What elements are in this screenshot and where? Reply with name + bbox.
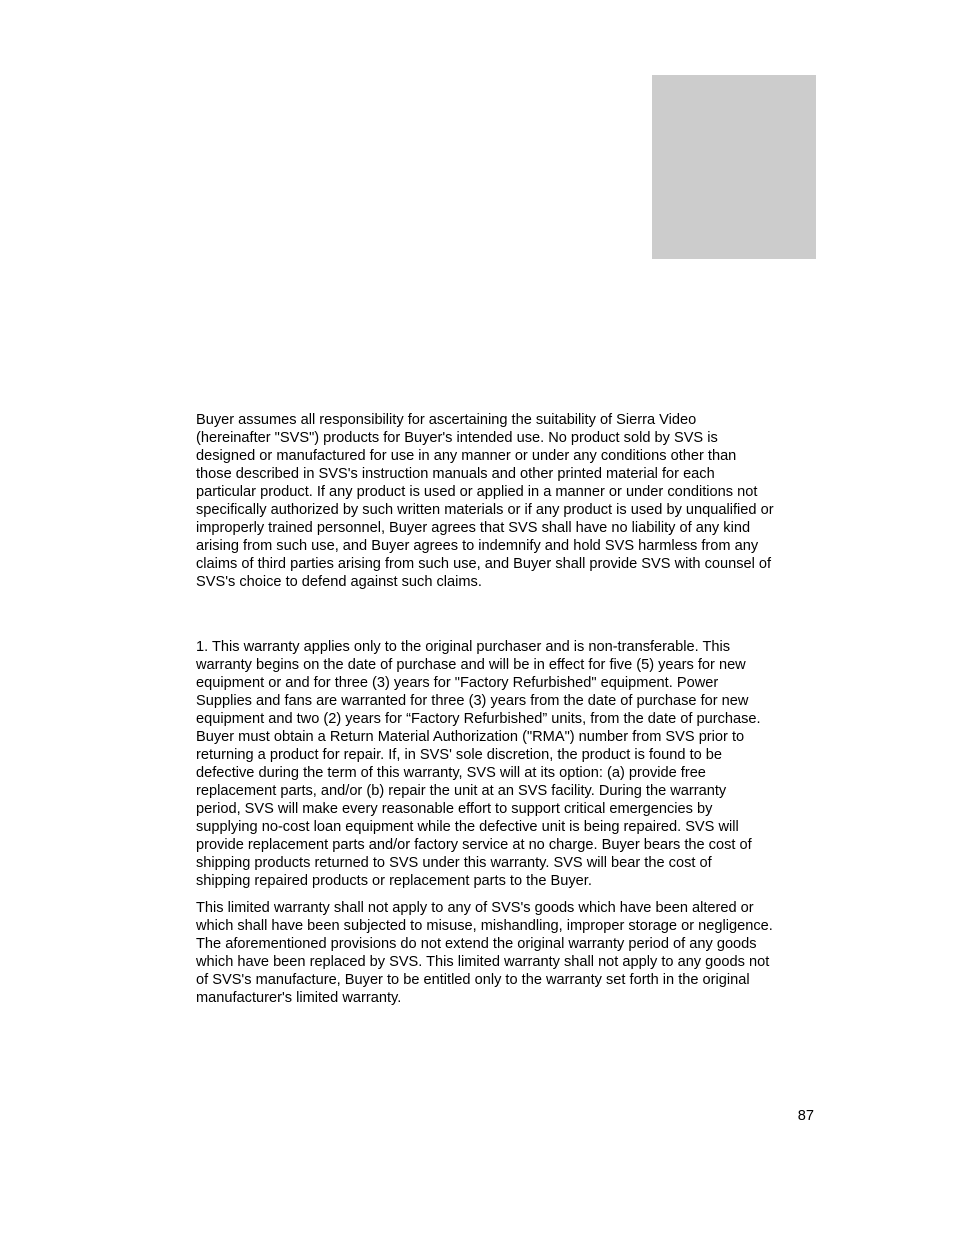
disclaimer-paragraph: Buyer assumes all responsibility for ascertaining the suitability of Sierra Video (hereinafter "SVS") products for Buyer's intended use. No product sold by SVS is designed or manufactured for use in any manner or under any conditions other than those described in SVS's instruction manuals and other printed material for each particular product. If any product is used or applied in a manner or under conditions not specifically authorized by such written materials or if any product is used by unqualified or improperly trained personnel, Buyer agrees that SVS shall have no liability of any kind arising from such use, and Buyer agrees to indemnify and hold SVS harmless from any claims of third parties arising from such use, and Buyer shall provide SVS with counsel of SVS's choice to defend against such claims. [196, 412, 774, 590]
limitations-paragraph: This limited warranty shall not apply to any of SVS's goods which have been altered or which shall have been subjected to misuse, mishandling, improper storage or negligence. The aforementioned provisions do not extend the original warranty period of any goods which have been replaced by SVS. This limited warranty shall not apply to any goods not of SVS's manufacture, Buyer to be entitled only to the warranty set forth in the original manufacturer's limited warranty. [196, 900, 773, 1006]
image-placeholder-box [652, 75, 816, 259]
warranty-item-1-paragraph: 1. This warranty applies only to the original purchaser and is non-transferable. This warranty begins on the date of purchase and will be in effect for five (5) years for new equipment or and for three (3) years for "Factory Refurbished" equipment. Power Supplies and fans are warranted for three (3) years from the date of purchase for new equipment and two (2) years for “Factory Refurbished” units, from the date of purchase. Buyer must obtain a Return Material Authorization ("RMA") number from SVS prior to returning a product for repair. If, in SVS' sole discretion, the product is found to be defective during the term of this warranty, SVS will at its option: (a) provide free replacement parts, and/or (b) repair the unit at an SVS facility. During the warranty period, SVS will make every reasonable effort to support critical emergencies by supplying no-cost loan equipment while the defective unit is being repaired. SVS will provide replacement parts and/or factory service at no charge. Buyer bears the cost of shipping products returned to SVS under this warranty. SVS will bear the cost of shipping repaired products or replacement parts to the Buyer. [196, 639, 761, 889]
page-number: 87 [797, 1108, 814, 1124]
